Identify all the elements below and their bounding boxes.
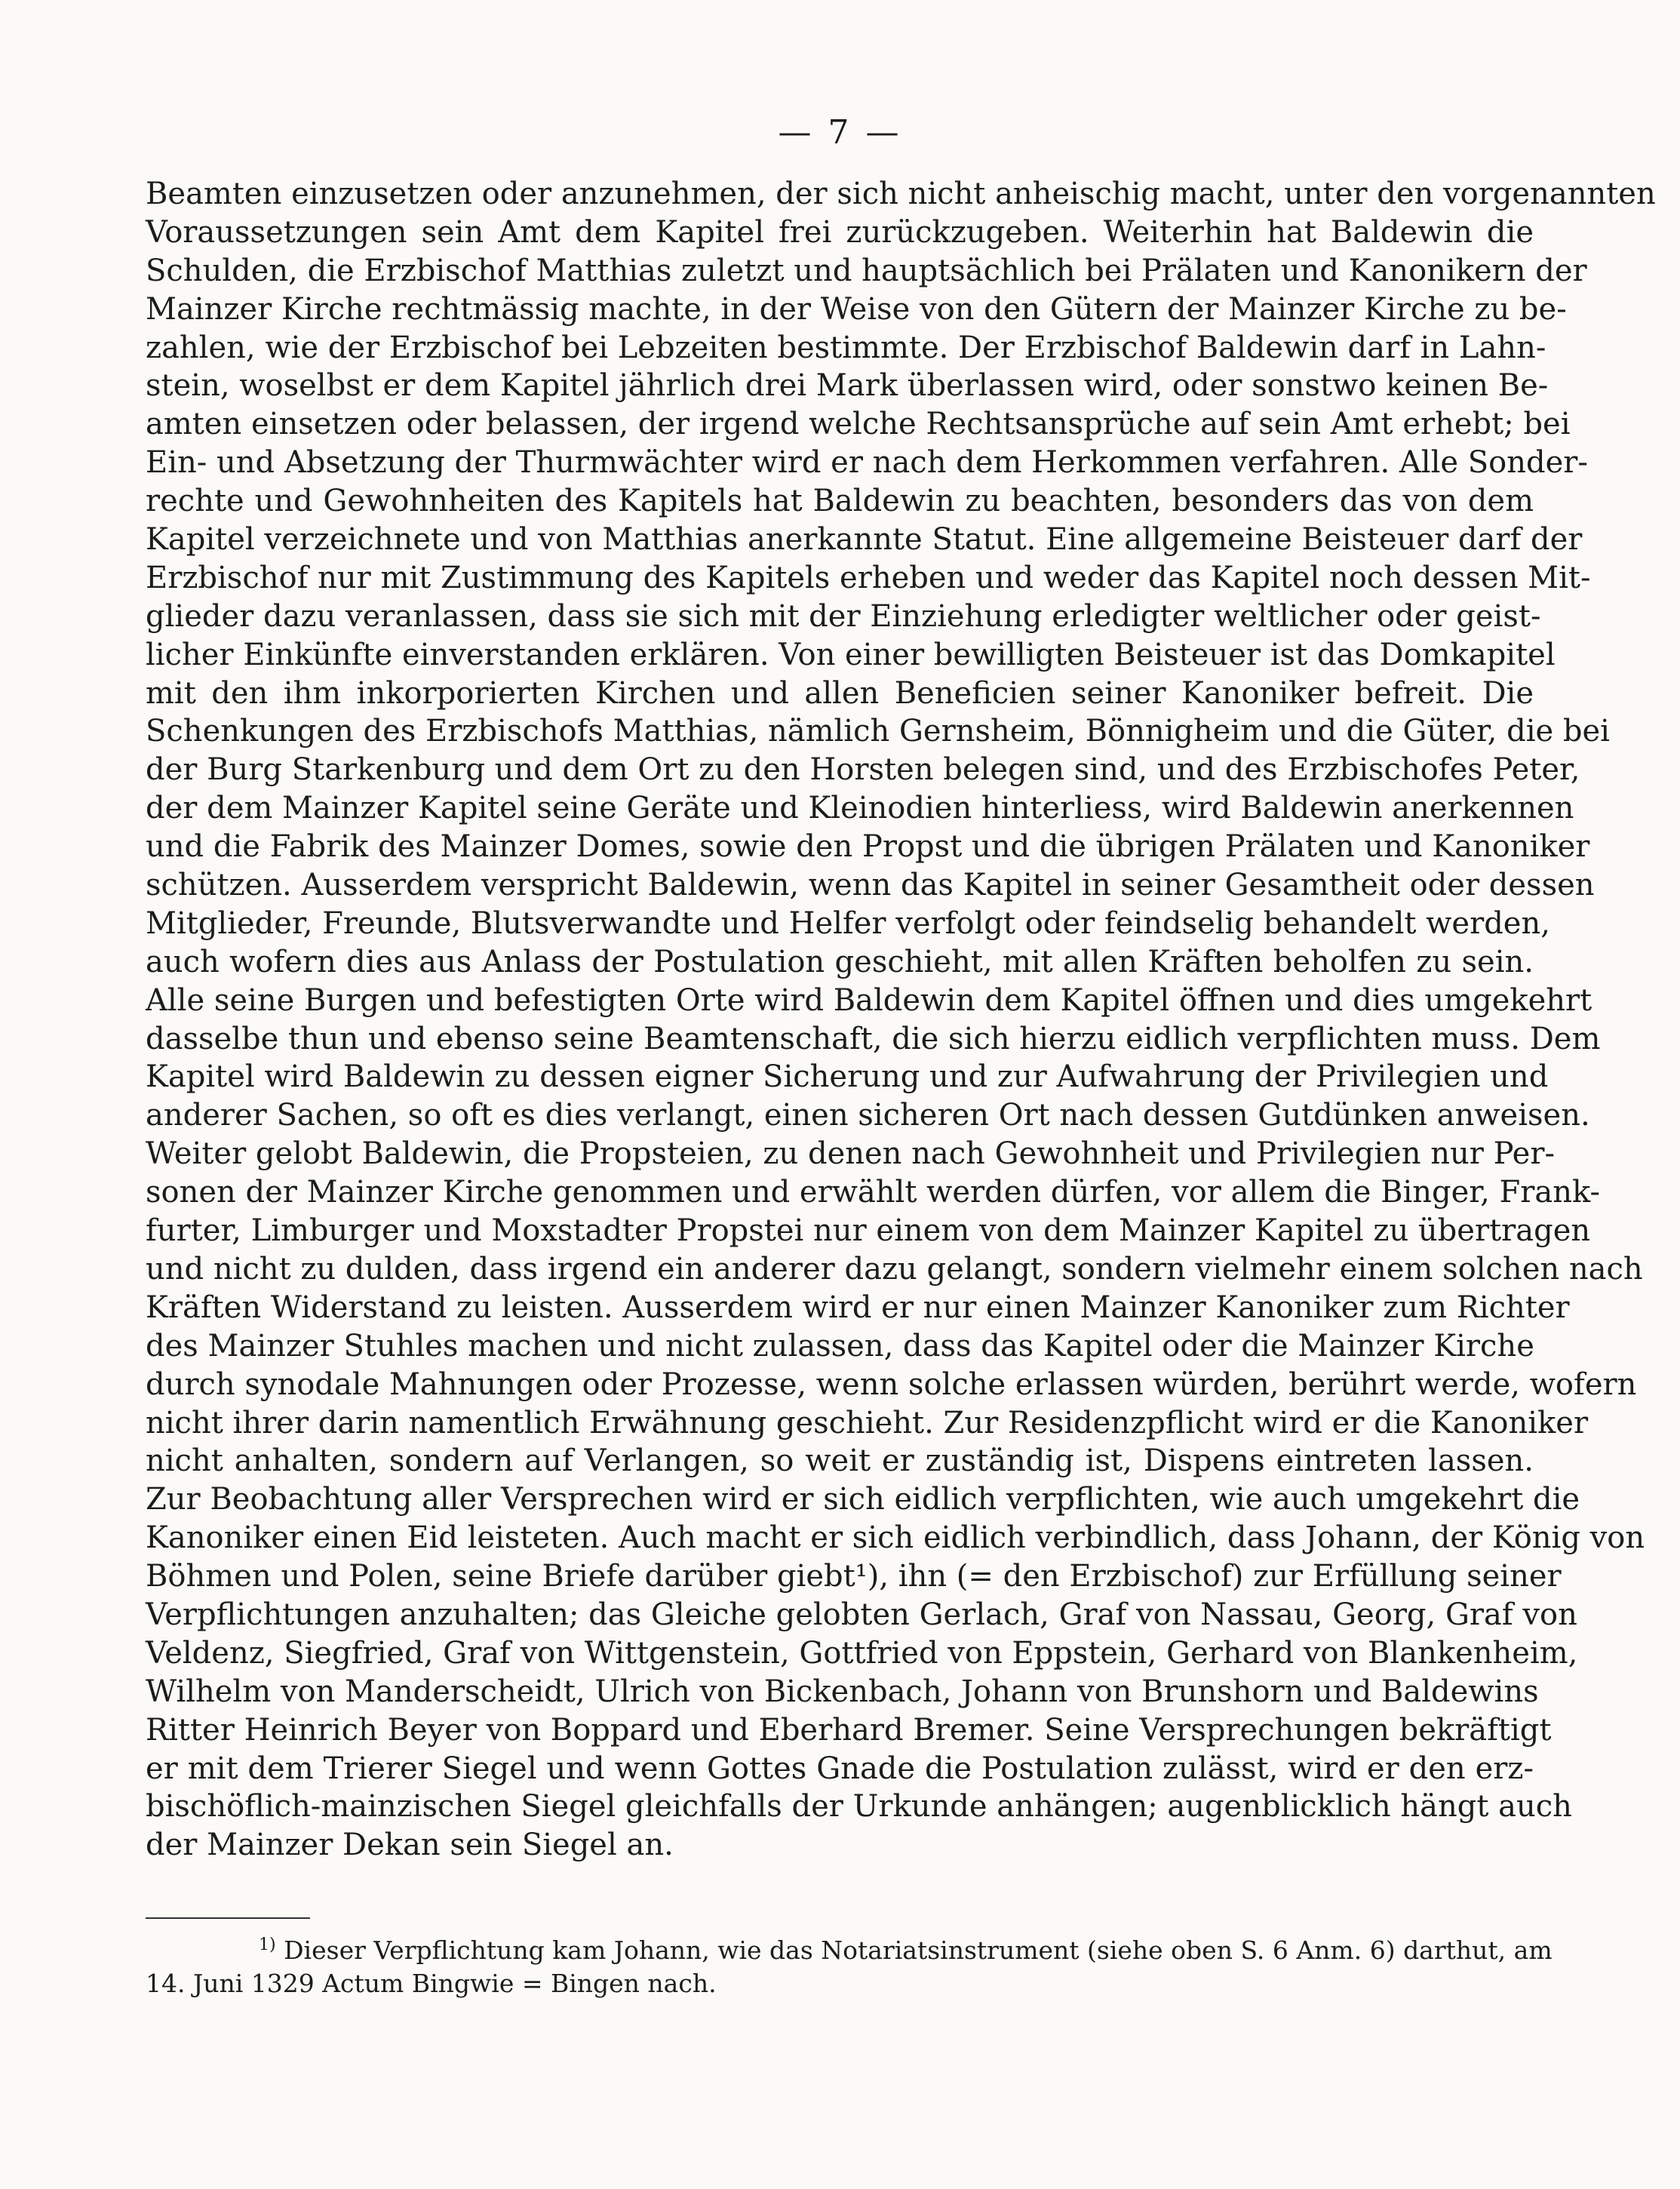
- text-line: sonen der Mainzer Kirche genommen und erwählt werden dürfen, vor allem die Binger, Frank-: [146, 1175, 1601, 1210]
- body-text: [146, 175, 1656, 1865]
- text-line: nicht ihrer darin namentlich Erwähnung geschieht. Zur Residenzpflicht wird er die Kanoniker: [146, 1405, 1589, 1440]
- text-line: Alle seine Burgen und befestigten Orte wird Baldewin dem Kapitel öffnen und dies umgekehrt: [146, 982, 1592, 1018]
- text-line: Böhmen und Polen, seine Briefe darüber giebt¹), ihn (= den Erzbischof) zur Erfüllung seiner: [146, 1559, 1562, 1594]
- text-line: Erzbischof nur mit Zustimmung des Kapitels erheben und weder das Kapitel noch dessen Mit-: [146, 560, 1591, 595]
- footnote-text: Dieser Verpflichtung kam Johann, wie das Notariatsinstrument (siehe oben S. 6 Anm. 6) darthut, am: [284, 1935, 1553, 1965]
- text-line: Voraussetzungen sein Amt dem Kapitel frei zurückzugeben. Weiterhin hat Baldewin die: [146, 214, 1534, 250]
- text-line: Schenkungen des Erzbischofs Matthias, nämlich Gernsheim, Bönnigheim und die Güter, die bei: [146, 714, 1610, 749]
- text-line: auch wofern dies aus Anlass der Postulation geschieht, mit allen Kräften beholfen zu sein.: [146, 944, 1534, 979]
- text-line: anderer Sachen, so oft es dies verlangt, einen sicheren Ort nach dessen Gutdünken anweisen.: [146, 1098, 1590, 1133]
- text-line: Ritter Heinrich Beyer von Boppard und Eberhard Bremer. Seine Versprechungen bekräftigt: [146, 1712, 1552, 1748]
- footnote: [146, 1934, 1553, 2000]
- text-line: bischöflich-mainzischen Siegel gleichfalls der Urkunde anhängen; augenblicklich hängt auch: [146, 1789, 1572, 1825]
- text-line: rechte und Gewohnheiten des Kapitels hat Baldewin zu beachten, besonders das von dem: [146, 484, 1534, 519]
- text-line: dasselbe thun und ebenso seine Beamtenschaft, die sich hierzu eidlich verpflichten muss. Dem: [146, 1021, 1601, 1056]
- text-line: furter, Limburger und Moxstadter Propstei nur einem von dem Mainzer Kapitel zu übertragen: [146, 1213, 1591, 1249]
- text-line: mit den ihm inkorporierten Kirchen und allen Beneficien seiner Kanoniker befreit. Die: [146, 675, 1534, 711]
- text-line: Beamten einzusetzen oder anzunehmen, der sich nicht anheischig macht, unter den vorgenannten: [146, 177, 1656, 211]
- footnote-marker: 1): [259, 1935, 276, 1954]
- text-line: schützen. Ausserdem verspricht Baldewin, wenn das Kapitel in seiner Gesamtheit oder dessen: [146, 868, 1595, 903]
- text-line: licher Einkünfte einverstanden erklären. Von einer bewilligten Beisteuer ist das Domkapitel: [146, 637, 1556, 672]
- text-line: und nicht zu dulden, dass irgend ein anderer dazu gelangt, sondern vielmehr einem solchen nach: [146, 1251, 1643, 1287]
- text-line: amten einsetzen oder belassen, der irgend welche Rechtsansprüche auf sein Amt erhebt; bei: [146, 407, 1571, 442]
- text-line: Zur Beobachtung aller Versprechen wird er sich eidlich verpflichten, wie auch umgekehrt die: [146, 1482, 1580, 1517]
- text-line: Mitglieder, Freunde, Blutsverwandte und Helfer verfolgt oder feindselig behandelt werden,: [146, 905, 1550, 941]
- text-line: Veldenz, Siegfried, Graf von Wittgenstein, Gottfried von Eppstein, Gerhard von Blankenheim,: [146, 1635, 1578, 1671]
- text-line: Mainzer Kirche rechtmässig machte, in der Weise von den Gütern der Mainzer Kirche zu be-: [146, 291, 1567, 327]
- text-line: der Burg Starkenburg und dem Ort zu den Horsten belegen sind, und des Erzbischofes Peter,: [146, 752, 1580, 788]
- text-line: glieder dazu veranlassen, dass sie sich mit der Einziehung erledigter weltlicher oder geist-: [146, 598, 1541, 634]
- text-line: nicht anhalten, sondern auf Verlangen, so weit er zuständig ist, Dispens eintreten lassen.: [146, 1443, 1534, 1479]
- text-line: Kräften Widerstand zu leisten. Ausserdem wird er nur einen Mainzer Kanoniker zum Richter: [146, 1290, 1570, 1325]
- text-line: der dem Mainzer Kapitel seine Geräte und Kleinodien hinterliess, wird Baldewin anerkennen: [146, 791, 1574, 826]
- text-line: Ein- und Absetzung der Thurmwächter wird er nach dem Herkommen verfahren. Alle Sonder-: [146, 445, 1588, 481]
- text-line: Kapitel verzeichnete und von Matthias anerkannte Statut. Eine allgemeine Beisteuer darf der: [146, 522, 1583, 558]
- footnote-line: [146, 1934, 1553, 1967]
- text-line: zahlen, wie der Erzbischof bei Lebzeiten bestimmte. Der Erzbischof Baldewin darf in Lahn-: [146, 330, 1546, 365]
- text-line: Verpflichtungen anzuhalten; das Gleiche gelobten Gerlach, Graf von Nassau, Georg, Graf von: [146, 1597, 1577, 1632]
- text-line: der Mainzer Dekan sein Siegel an.: [146, 1828, 674, 1863]
- text-line: er mit dem Trierer Siegel und wenn Gottes Gnade die Postulation zulässt, wird er den erz-: [146, 1751, 1534, 1786]
- text-line: des Mainzer Stuhles machen und nicht zulassen, dass das Kapitel oder die Mainzer Kirche: [146, 1328, 1534, 1364]
- text-line: Wilhelm von Manderscheidt, Ulrich von Bickenbach, Johann von Brunshorn und Baldewins: [146, 1674, 1539, 1709]
- text-line: und die Fabrik des Mainzer Domes, sowie den Propst und die übrigen Prälaten und Kanoniker: [146, 829, 1590, 865]
- page-number: — 7 —: [778, 113, 902, 152]
- text-line: stein, woselbst er dem Kapitel jährlich drei Mark überlassen wird, oder sonstwo keinen Be-: [146, 368, 1549, 404]
- text-line: Weiter gelobt Baldewin, die Propsteien, zu denen nach Gewohnheit und Privilegien nur Per-: [146, 1136, 1555, 1172]
- text-line: durch synodale Mahnungen oder Prozesse, wenn solche erlassen würden, berührt werde, wofern: [146, 1367, 1637, 1402]
- footnote-line: 14. Juni 1329 Actum Bingwie = Bingen nach.: [146, 1969, 717, 1998]
- text-line: Schulden, die Erzbischof Matthias zuletzt und hauptsächlich bei Prälaten und Kanonikern der: [146, 253, 1587, 288]
- footnote-divider: [146, 1917, 310, 1919]
- text-line: Kanoniker einen Eid leisteten. Auch macht er sich eidlich verbindlich, dass Johann, der König von: [146, 1520, 1645, 1556]
- text-line: Kapitel wird Baldewin zu dessen eigner Sicherung und zur Aufwahrung der Privilegien und: [146, 1059, 1549, 1095]
